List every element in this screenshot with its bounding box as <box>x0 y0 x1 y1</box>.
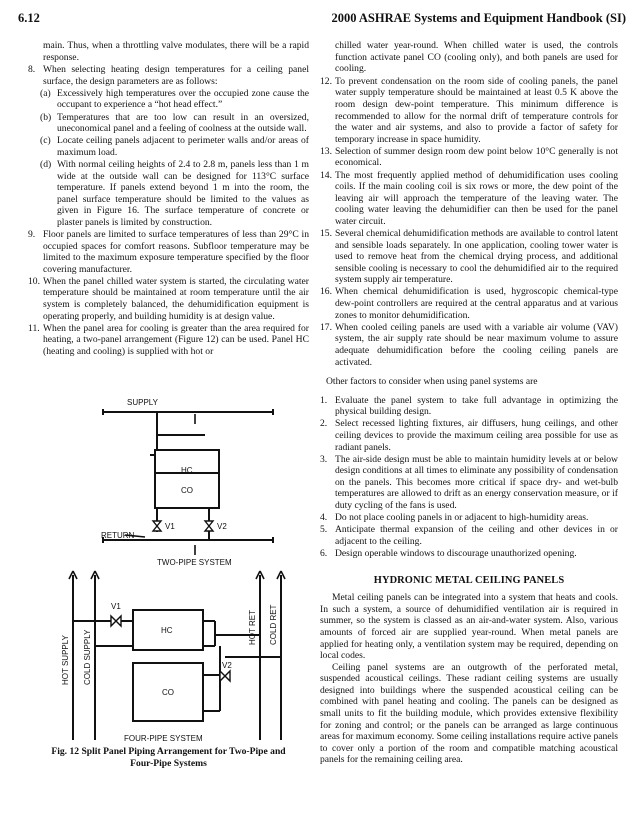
hot-supply-label: HOT SUPPLY <box>61 635 70 685</box>
valve-v2-icon <box>205 521 213 531</box>
item-number: 16. <box>320 286 332 298</box>
sub-item-a <box>28 88 309 111</box>
sub-item-letter: (b) <box>40 111 52 123</box>
item-text: Select recessed lighting fixtures, air diffusers, hung ceilings, and other ceiling devices to provide the maximum ceiling area possible for use as radiant panels. <box>335 418 618 453</box>
left-column <box>28 40 309 358</box>
item-text: Evaluate the panel system to take full advantage in optimizing the physical building design. <box>335 394 618 418</box>
item-text: Design operable windows to discourage unauthorized opening. <box>335 547 577 559</box>
right-column <box>320 40 618 766</box>
item-number: 1. <box>320 394 328 406</box>
list-item-11 <box>28 323 309 358</box>
two-pipe-co-label: CO <box>181 486 193 495</box>
item-text: To prevent condensation on the room side of cooling panels, the panel water supply temperature should be maintained at least 0.5 K above the room design dew-point temperature. This minimum difference is recommended to allow for the normal drift of temperature controls for the water and air systems, and also to provide a factor of safety for temporary increase in space humidity. <box>335 75 618 145</box>
figure-12-diagram <box>55 395 305 745</box>
body-paragraph-2: Ceiling panel systems are an outgrowth of the perforated metal, suspended acoustical ceilings. These radiant ceiling systems are usually designed into buildings where the suspended acoustical ceiling can be combined with panel heating and cooling. The panels can be designed as small units to fit the building module, which provides extensive flexibility for zoning and control; or the panels can be arranged as large continuous areas for maximum economy. Some ceiling installations require active panels to cover only a portion of the room and compatible matching acoustical panels for the remaining ceiling area. <box>320 661 618 766</box>
item-number: 12. <box>320 75 332 87</box>
caption-line-1: Fig. 12 Split Panel Piping Arrangement for Two-Pipe and <box>51 746 286 757</box>
factor-item-1 <box>320 395 618 418</box>
two-pipe-hc-label: HC <box>181 466 193 475</box>
factors-intro: Other factors to consider when using panel systems are <box>326 376 538 388</box>
list-item-12 <box>320 76 618 146</box>
sub-item-d <box>28 159 309 229</box>
list-item-8 <box>28 64 309 87</box>
item-text: Do not place cooling panels in or adjacent to high-humidity areas. <box>335 512 589 524</box>
item-number: 4. <box>320 512 328 524</box>
item-number: 13. <box>320 145 332 157</box>
two-pipe-title: TWO-PIPE SYSTEM <box>157 558 232 567</box>
sub-item-letter: (c) <box>40 135 51 147</box>
item-number: 9. <box>28 229 36 240</box>
factor-item-3 <box>320 454 618 512</box>
sub-item-text: Locate ceiling panels adjacent to perimeter walls and/or areas of maximum load. <box>57 135 309 158</box>
item-text: Floor panels are limited to surface temperatures of less than 29°C in occupied spaces for comfort reasons. Subfloor temperature may be limited to the maximum exposure temperature specified by the floor covering manufacturer. <box>43 229 309 275</box>
factor-item-4 <box>320 512 618 524</box>
factor-item-6 <box>320 548 618 560</box>
four-pipe-co-label: CO <box>162 688 174 697</box>
item-number: 15. <box>320 228 332 239</box>
figure-caption <box>28 746 309 770</box>
valve-v2-4pipe-icon <box>220 671 230 681</box>
sub-item-c <box>28 135 309 158</box>
item-number: 3. <box>320 453 328 465</box>
caption-line-2: Four-Pipe Systems <box>130 758 207 769</box>
running-title: 2000 ASHRAE Systems and Equipment Handbook (SI) <box>331 11 626 25</box>
sub-item-text: With normal ceiling heights of 2.4 to 2.8 m, panels less than 1 m wide at the outside wall can be designed for 113°C surface temperature. If panels extend beyond 1 m into the room, the panel surface temperature should be limited to the values as given in Figure 16. The surface temperature of concrete or plaster panels is limited by construction. <box>57 158 309 228</box>
two-pipe-v1-label: V1 <box>165 522 175 531</box>
list-item-16 <box>320 286 618 321</box>
sub-item-text: Temperatures that are too low can result in an oversized, uneconomical panel and a feeling of coolness at the outside wall. <box>57 111 309 135</box>
item-text: The air-side design must be able to maintain humidity levels at or below design conditions at all times to eliminate any possibility of condensation on the panels. This becomes more critical if space dry- and wet-bulb temperatures are allowed to drift as an energy conservation measure, or if duty cycling of the fans is used. <box>335 453 618 512</box>
hot-ret-label: HOT RET <box>248 610 257 645</box>
item-number: 11. <box>28 322 40 334</box>
sub-item-letter: (d) <box>40 158 52 170</box>
body-paragraph-1: Metal ceiling panels can be integrated into a system that heats and cools. In such a system, a source of dehumidified ventilation air is required in summer, so the system is classed as an air-and-water system. Also, various amounts of forced air are supplied year-round. When metal panels are applied for heating only, a ventilation system may be required, depending on local codes. <box>320 592 618 662</box>
list-item-9 <box>28 229 309 275</box>
item-text: When selecting heating design temperatures for a ceiling panel surface, the design parameters are as follows: <box>43 64 309 87</box>
two-pipe-v2-label: V2 <box>217 522 227 531</box>
list-item-17 <box>320 322 618 368</box>
item-text: When the panel area for cooling is greater than the area required for heating, a two-panel arrangement (Figure 12) can be used. Panel HC (heating and cooling) is supplied with hot or <box>43 322 309 357</box>
four-pipe-hc-label: HC <box>161 626 173 635</box>
item-number: 5. <box>320 524 328 536</box>
continued-paragraph: chilled water year-round. When chilled water is used, the controls function activate panel CO (cooling only), and both panels are used for cooling. <box>335 40 618 75</box>
sub-item-b <box>28 112 309 135</box>
item-number: 2. <box>320 418 328 430</box>
item-number: 8. <box>28 64 36 76</box>
factor-item-2 <box>320 418 618 453</box>
item-text: When cooled ceiling panels are used with a variable air volume (VAV) system, the air supply rate should be near maximum volume to assure adequate dehumidification before the cooling ceiling panels are activated. <box>335 321 618 368</box>
item-number: 14. <box>320 169 332 181</box>
four-pipe-v2-label: V2 <box>222 661 232 670</box>
item-text: When the panel chilled water system is started, the circulating water temperature should be maintained at room temperature until the air system is completely balanced, the dehumidification equipment is operating properly, and building humidity is at design value. <box>43 275 309 322</box>
factor-item-5 <box>320 524 618 547</box>
item-text: When chemical dehumidification is used, hygroscopic chemical-type dew-point controllers are required at the central apparatus and at various zones to monitor dehumidification. <box>335 286 618 321</box>
item-text: The most frequently applied method of dehumidification uses cooling coils. If the main cooling coil is six rows or more, the dew point of the leaving air will approach the temperature of the leaving water. The cooling water leaving the dehumidifier can then be used for the panel water circuit. <box>335 169 618 227</box>
valve-v1-icon <box>153 521 161 531</box>
list-item-15 <box>320 228 618 286</box>
page-header <box>18 11 626 27</box>
sub-item-text: Excessively high temperatures over the occupied zone cause the occupant to experience a “hot head effect.” <box>57 87 309 111</box>
section-heading: HYDRONIC METAL CEILING PANELS <box>373 574 565 586</box>
continued-paragraph: main. Thus, when a throttling valve modulates, there will be a rapid response. <box>43 40 309 63</box>
item-text: Selection of summer design room dew point below 10°C generally is not economical. <box>335 145 618 169</box>
four-pipe-title: FOUR-PIPE SYSTEM <box>124 734 203 743</box>
sub-item-letter: (a) <box>40 87 51 99</box>
item-number: 6. <box>320 547 328 559</box>
item-text: Anticipate thermal expansion of the ceiling and other devices in or adjacent to the ceiling. <box>335 524 618 547</box>
two-pipe-supply-label: SUPPLY <box>127 398 158 407</box>
cold-ret-label: COLD RET <box>269 604 278 645</box>
item-text: Several chemical dehumidification methods are available to control latent and sensible loads separately. In one application, cooling tower water is used to remove heat from the chemical drying process, and additional sensible cooling is necessary to cool the dehumidified air to the required system supply air temperature. <box>335 228 618 286</box>
list-item-13 <box>320 146 618 169</box>
cold-supply-label: COLD SUPPLY <box>83 629 92 685</box>
valve-v1-4pipe-icon <box>111 616 121 626</box>
page-number: 6.12 <box>18 11 40 25</box>
item-number: 10. <box>28 275 40 287</box>
list-item-10 <box>28 276 309 322</box>
four-pipe-v1-label: V1 <box>111 602 121 611</box>
item-number: 17. <box>320 321 332 333</box>
two-pipe-return-label: RETURN <box>101 531 135 540</box>
list-item-14 <box>320 170 618 228</box>
